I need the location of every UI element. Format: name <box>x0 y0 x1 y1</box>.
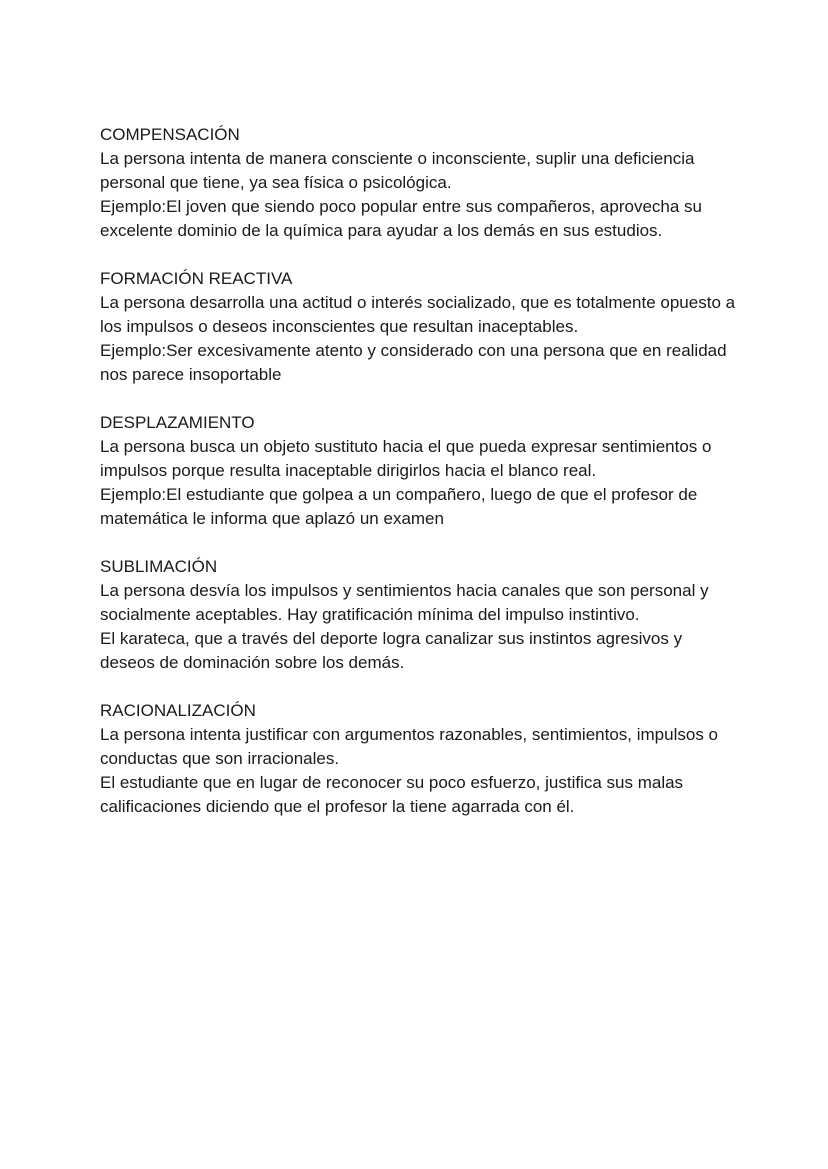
section-heading: COMPENSACIÓN <box>100 125 240 144</box>
section-example: Ejemplo:El estudiante que golpea a un compañero, luego de que el profesor de matemática le informa que aplazó un examen <box>100 485 698 528</box>
section-heading: SUBLIMACIÓN <box>100 557 218 576</box>
section-desplazamiento <box>100 411 740 531</box>
section-example: El estudiante que en lugar de reconocer su poco esfuerzo, justifica sus malas calificaciones diciendo que el profesor la tiene agarrada con él. <box>100 773 684 816</box>
section-definition: La persona intenta justificar con argumentos razonables, sentimientos, impulsos o conductas que son irracionales. <box>100 725 719 768</box>
section-example: Ejemplo:El joven que siendo poco popular entre sus compañeros, aprovecha su excelente dominio de la química para ayudar a los demás en sus estudios. <box>100 197 702 240</box>
document-page <box>100 123 740 843</box>
section-racionalizacion <box>100 699 740 819</box>
section-heading: RACIONALIZACIÓN <box>100 701 256 720</box>
section-definition: La persona intenta de manera consciente o inconsciente, suplir una deficiencia personal que tiene, ya sea física o psicológica. <box>100 149 695 192</box>
section-example: Ejemplo:Ser excesivamente atento y considerado con una persona que en realidad nos parece insoportable <box>100 341 727 384</box>
section-definition: La persona desvía los impulsos y sentimientos hacia canales que son personal y socialmente aceptables. Hay gratificación mínima del impulso instintivo. <box>100 581 709 624</box>
section-compensacion <box>100 123 740 243</box>
section-definition: La persona busca un objeto sustituto hacia el que pueda expresar sentimientos o impulsos porque resulta inaceptable dirigirlos hacia el blanco real. <box>100 437 712 480</box>
section-example: El karateca, que a través del deporte logra canalizar sus instintos agresivos y deseos de dominación sobre los demás. <box>100 629 683 672</box>
section-sublimacion <box>100 555 740 675</box>
section-heading: DESPLAZAMIENTO <box>100 413 255 432</box>
section-heading: FORMACIÓN REACTIVA <box>100 269 293 288</box>
section-formacion-reactiva <box>100 267 740 387</box>
section-definition: La persona desarrolla una actitud o interés socializado, que es totalmente opuesto a los impulsos o deseos inconscientes que resultan inaceptables. <box>100 293 736 336</box>
